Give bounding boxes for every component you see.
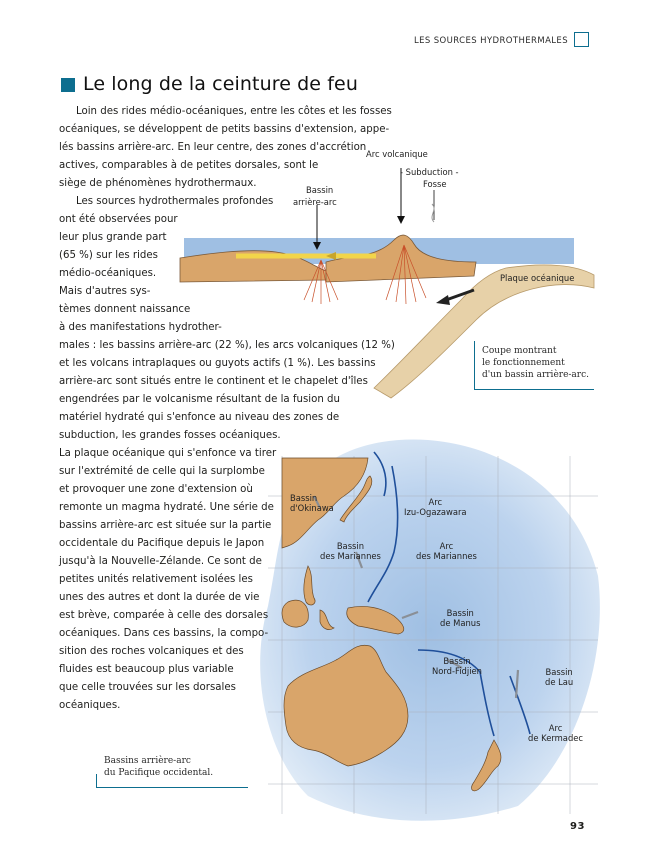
body-line: siège de phénomènes hydrothermaux.	[59, 178, 257, 189]
section-title: Le long de la ceinture de feu	[83, 73, 358, 95]
body-line: bassins arrière-arc est située sur la partie	[59, 520, 272, 531]
body-line: lés bassins arrière-arc. En leur centre, des zones d'accrétion	[59, 142, 367, 153]
body-line: (65 %) sur les rides	[59, 250, 158, 261]
label-arc-volcanique: Arc volcanique	[366, 149, 428, 159]
body-line: et les volcans intraplaques ou guyots actifs (1 %). Les bassins	[59, 358, 376, 369]
body-line: tèmes donnent naissance	[59, 304, 191, 315]
body-line: à des manifestations hydrother-	[59, 322, 222, 333]
body-line: matériel hydraté qui s'enfonce au niveau des zones de	[59, 412, 340, 423]
body-line: actives, comparables à de petites dorsales, sont le	[59, 160, 319, 171]
map-caption-rule	[96, 787, 248, 788]
body-line: sition des roches volcaniques et des	[59, 646, 244, 657]
caption-rule	[474, 389, 594, 390]
body-line: ont été observées pour	[59, 214, 178, 225]
body-line: océaniques. Dans ces bassins, la compo-	[59, 628, 269, 639]
body-line: arrière-arc sont situés entre le continent et le chapelet d'îles	[59, 376, 368, 387]
body-line: occidentale du Pacifique depuis le Japon	[59, 538, 265, 549]
running-header: LES SOURCES HYDROTHERMALES	[413, 36, 568, 46]
map-label-okinawa: Bassin d'Okinawa	[290, 493, 334, 513]
cross-section-caption: Coupe montrant le fonctionnement d'un bassin arrière-arc.	[482, 346, 590, 380]
map-label-lau: Bassin de Lau	[545, 667, 574, 687]
body-line: et provoquer une zone d'extension où	[59, 484, 253, 495]
map-label-kermadec: Arc de Kermadec	[528, 723, 584, 743]
map-label-nord-fidjien: Bassin Nord-Fidjien	[432, 656, 482, 676]
body-line: que celle trouvées sur les dorsales	[59, 682, 236, 693]
body-line: Mais d'autres sys-	[59, 286, 151, 297]
map-label-izu: Arc Izu-Ogazawara	[404, 497, 467, 517]
body-line: subduction, les grandes fosses océaniques.	[59, 430, 281, 441]
body-line: médio-océaniques.	[59, 268, 157, 279]
body-line: océaniques.	[59, 700, 121, 711]
body-line: males : les bassins arrière-arc (22 %), les arcs volcaniques (12 %)	[59, 340, 395, 351]
body-line: petites unités relativement isolées les	[59, 574, 253, 585]
map-label-arc-mariannes: Arc des Mariannes	[416, 541, 477, 561]
body-line: sur l'extrémité de celle qui la surplombe	[59, 466, 265, 477]
map-label-manus: Bassin de Manus	[440, 608, 481, 628]
label-subduction: - Subduction -	[400, 167, 459, 177]
label-bassin-2: arrière-arc	[293, 197, 337, 207]
body-line: Les sources hydrothermales profondes	[76, 196, 274, 207]
map-caption-rule	[96, 774, 97, 788]
page-number: 93	[570, 821, 585, 832]
body-line: leur plus grande part	[59, 232, 167, 243]
borneo	[282, 600, 308, 627]
body-line: unes des autres et dont la durée de vie	[59, 592, 260, 603]
map-caption: Bassins arrière-arc du Pacifique occidental.	[104, 756, 214, 778]
body-line: fluides est beaucoup plus variable	[59, 664, 234, 675]
body-line: jusqu'à la Nouvelle-Zélande. Ce sont de	[59, 556, 262, 567]
label-plaque-oceanique: Plaque océanique	[500, 273, 575, 283]
body-line: remonte un magma hydraté. Une série de	[59, 502, 274, 513]
body-line: est brève, comparée à celle des dorsales	[59, 610, 269, 621]
label-fosse: Fosse	[423, 179, 447, 189]
body-line: Loin des rides médio-océaniques, entre les côtes et les fosses	[76, 106, 392, 117]
body-line: océaniques, se développent de petits bassins d'extension, appe-	[59, 124, 390, 135]
header-square-icon	[574, 32, 589, 47]
body-line: La plaque océanique qui s'enfonce va tirer	[59, 448, 277, 459]
map-label-bassin-mariannes: Bassin des Mariannes	[320, 541, 381, 561]
title-square-icon	[61, 78, 75, 92]
label-bassin-1: Bassin	[306, 185, 334, 195]
body-line: engendrées par le volcanisme résultant de la fusion du	[59, 394, 340, 405]
caption-rule	[474, 341, 475, 389]
